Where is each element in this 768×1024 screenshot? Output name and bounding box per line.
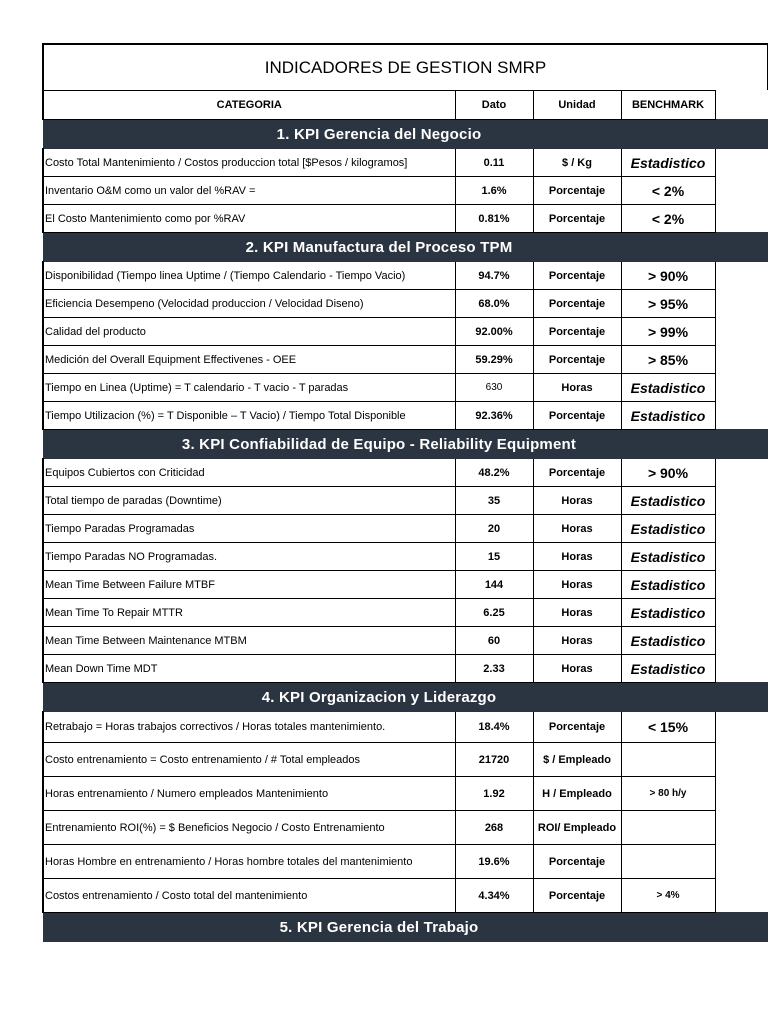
- kpi-value: 19.6%: [455, 845, 533, 879]
- row-spacer: [715, 487, 768, 515]
- kpi-value: 630: [455, 374, 533, 402]
- kpi-category: Horas entrenamiento / Numero empleados Mantenimiento: [43, 777, 455, 811]
- kpi-category: Mean Down Time MDT: [43, 655, 455, 683]
- kpi-row: [43, 290, 768, 318]
- section-header: [43, 120, 768, 149]
- kpi-unit: Horas: [533, 599, 621, 627]
- kpi-category: Retrabajo = Horas trabajos correctivos / Horas totales mantenimiento.: [43, 712, 455, 743]
- kpi-value: 20: [455, 515, 533, 543]
- kpi-category: Costo Total Mantenimiento / Costos produccion total [$Pesos / kilogramos]: [43, 149, 455, 177]
- kpi-unit: Horas: [533, 627, 621, 655]
- section-title: 1. KPI Gerencia del Negocio: [43, 120, 715, 149]
- kpi-unit: Horas: [533, 374, 621, 402]
- kpi-row: [43, 627, 768, 655]
- kpi-row: [43, 487, 768, 515]
- kpi-row: [43, 318, 768, 346]
- kpi-unit: Horas: [533, 487, 621, 515]
- kpi-benchmark: < 15%: [621, 712, 715, 743]
- kpi-unit: Porcentaje: [533, 402, 621, 430]
- kpi-category: Tiempo Utilizacion (%) = T Disponible – T Vacio) / Tiempo Total Disponible: [43, 402, 455, 430]
- kpi-value: 0.81%: [455, 205, 533, 233]
- kpi-unit: Porcentaje: [533, 879, 621, 913]
- kpi-value: 0.11: [455, 149, 533, 177]
- row-spacer: [715, 374, 768, 402]
- kpi-row: [43, 205, 768, 233]
- section-title-extension: [715, 120, 768, 149]
- row-spacer: [715, 879, 768, 913]
- kpi-category: Calidad del producto: [43, 318, 455, 346]
- header-row: [43, 91, 768, 120]
- kpi-row: [43, 743, 768, 777]
- section-header: [43, 430, 768, 459]
- kpi-benchmark: > 95%: [621, 290, 715, 318]
- kpi-row: [43, 599, 768, 627]
- row-spacer: [715, 811, 768, 845]
- kpi-row: [43, 149, 768, 177]
- kpi-value: 6.25: [455, 599, 533, 627]
- kpi-category: Eficiencia Desempeno (Velocidad produccion / Velocidad Diseno): [43, 290, 455, 318]
- kpi-row: [43, 177, 768, 205]
- section-title: 3. KPI Confiabilidad de Equipo - Reliability Equipment: [43, 430, 715, 459]
- row-spacer: [715, 627, 768, 655]
- kpi-value: 144: [455, 571, 533, 599]
- section-header: [43, 913, 768, 942]
- row-spacer: [715, 262, 768, 290]
- kpi-unit: Horas: [533, 515, 621, 543]
- kpi-row: [43, 571, 768, 599]
- kpi-unit: Porcentaje: [533, 205, 621, 233]
- row-spacer: [715, 318, 768, 346]
- kpi-unit: Porcentaje: [533, 346, 621, 374]
- kpi-row: [43, 402, 768, 430]
- kpi-unit: Horas: [533, 543, 621, 571]
- kpi-value: 1.92: [455, 777, 533, 811]
- kpi-benchmark: < 2%: [621, 205, 715, 233]
- kpi-unit: Porcentaje: [533, 712, 621, 743]
- kpi-value: 15: [455, 543, 533, 571]
- kpi-category: Mean Time Between Failure MTBF: [43, 571, 455, 599]
- kpi-benchmark: > 80 h/y: [621, 777, 715, 811]
- row-spacer: [715, 515, 768, 543]
- kpi-benchmark: Estadistico: [621, 487, 715, 515]
- kpi-category: Costo entrenamiento = Costo entrenamiento / # Total empleados: [43, 743, 455, 777]
- kpi-row: [43, 879, 768, 913]
- kpi-row: [43, 777, 768, 811]
- kpi-benchmark: Estadistico: [621, 402, 715, 430]
- section-title: 4. KPI Organizacion y Liderazgo: [43, 683, 715, 712]
- kpi-category: Inventario O&M como un valor del %RAV =: [43, 177, 455, 205]
- kpi-unit: Porcentaje: [533, 459, 621, 487]
- kpi-unit: Porcentaje: [533, 262, 621, 290]
- kpi-value: 1.6%: [455, 177, 533, 205]
- kpi-row: [43, 346, 768, 374]
- row-spacer: [715, 845, 768, 879]
- kpi-value: 35: [455, 487, 533, 515]
- section-title: 5. KPI Gerencia del Trabajo: [43, 913, 715, 942]
- kpi-unit: Horas: [533, 571, 621, 599]
- section-title-extension: [715, 913, 768, 942]
- kpi-unit: Horas: [533, 655, 621, 683]
- row-spacer: [715, 402, 768, 430]
- header-benchmark: BENCHMARK: [621, 91, 715, 120]
- kpi-value: 2.33: [455, 655, 533, 683]
- kpi-unit: $ / Empleado: [533, 743, 621, 777]
- kpi-row: [43, 543, 768, 571]
- kpi-category: Tiempo Paradas Programadas: [43, 515, 455, 543]
- row-spacer: [715, 543, 768, 571]
- kpi-value: 21720: [455, 743, 533, 777]
- header-categoria: CATEGORIA: [43, 91, 455, 120]
- kpi-category: Medición del Overall Equipment Effectivenes - OEE: [43, 346, 455, 374]
- kpi-benchmark: [621, 845, 715, 879]
- kpi-row: [43, 655, 768, 683]
- kpi-benchmark: Estadistico: [621, 627, 715, 655]
- row-spacer: [715, 655, 768, 683]
- kpi-row: [43, 515, 768, 543]
- kpi-category: Equipos Cubiertos con Criticidad: [43, 459, 455, 487]
- kpi-value: 94.7%: [455, 262, 533, 290]
- kpi-benchmark: Estadistico: [621, 599, 715, 627]
- row-spacer: [715, 743, 768, 777]
- kpi-category: Tiempo Paradas NO Programadas.: [43, 543, 455, 571]
- section-header: [43, 683, 768, 712]
- kpi-row: [43, 374, 768, 402]
- kpi-unit: $ / Kg: [533, 149, 621, 177]
- row-spacer: [715, 177, 768, 205]
- kpi-unit: Porcentaje: [533, 845, 621, 879]
- kpi-category: Entrenamiento ROI(%) = $ Beneficios Negocio / Costo Entrenamiento: [43, 811, 455, 845]
- kpi-table: [42, 90, 768, 942]
- kpi-value: 268: [455, 811, 533, 845]
- kpi-benchmark: Estadistico: [621, 655, 715, 683]
- kpi-unit: H / Empleado: [533, 777, 621, 811]
- row-spacer: [715, 149, 768, 177]
- kpi-benchmark: Estadistico: [621, 543, 715, 571]
- row-spacer: [715, 346, 768, 374]
- kpi-value: 18.4%: [455, 712, 533, 743]
- kpi-row: [43, 262, 768, 290]
- section-title-extension: [715, 683, 768, 712]
- kpi-category: El Costo Mantenimiento como por %RAV: [43, 205, 455, 233]
- row-spacer: [715, 459, 768, 487]
- kpi-value: 4.34%: [455, 879, 533, 913]
- kpi-benchmark: > 4%: [621, 879, 715, 913]
- kpi-category: Mean Time Between Maintenance MTBM: [43, 627, 455, 655]
- kpi-value: 48.2%: [455, 459, 533, 487]
- kpi-value: 92.36%: [455, 402, 533, 430]
- kpi-row: [43, 811, 768, 845]
- kpi-value: 60: [455, 627, 533, 655]
- section-title-extension: [715, 430, 768, 459]
- kpi-benchmark: Estadistico: [621, 149, 715, 177]
- kpi-value: 92.00%: [455, 318, 533, 346]
- kpi-benchmark: Estadistico: [621, 374, 715, 402]
- kpi-row: [43, 712, 768, 743]
- kpi-sheet: [42, 43, 768, 942]
- kpi-row: [43, 845, 768, 879]
- kpi-category: Costos entrenamiento / Costo total del mantenimiento: [43, 879, 455, 913]
- section-title: 2. KPI Manufactura del Proceso TPM: [43, 233, 715, 262]
- kpi-body: [43, 120, 768, 942]
- row-spacer: [715, 205, 768, 233]
- kpi-benchmark: Estadistico: [621, 515, 715, 543]
- kpi-category: Tiempo en Linea (Uptime) = T calendario - T vacio - T paradas: [43, 374, 455, 402]
- kpi-unit: ROI/ Empleado: [533, 811, 621, 845]
- kpi-unit: Porcentaje: [533, 318, 621, 346]
- row-spacer: [715, 599, 768, 627]
- kpi-unit: Porcentaje: [533, 177, 621, 205]
- kpi-benchmark: < 2%: [621, 177, 715, 205]
- kpi-unit: Porcentaje: [533, 290, 621, 318]
- kpi-benchmark: > 85%: [621, 346, 715, 374]
- kpi-value: 59.29%: [455, 346, 533, 374]
- header-unidad: Unidad: [533, 91, 621, 120]
- kpi-benchmark: [621, 811, 715, 845]
- row-spacer: [715, 571, 768, 599]
- kpi-benchmark: > 99%: [621, 318, 715, 346]
- section-header: [43, 233, 768, 262]
- header-dato: Dato: [455, 91, 533, 120]
- kpi-benchmark: Estadistico: [621, 571, 715, 599]
- kpi-category: Disponibilidad (Tiempo linea Uptime / (Tiempo Calendario - Tiempo Vacio): [43, 262, 455, 290]
- header-spacer: [715, 91, 768, 120]
- row-spacer: [715, 712, 768, 743]
- kpi-benchmark: [621, 743, 715, 777]
- kpi-benchmark: > 90%: [621, 459, 715, 487]
- kpi-category: Horas Hombre en entrenamiento / Horas hombre totales del mantenimiento: [43, 845, 455, 879]
- kpi-category: Total tiempo de paradas (Downtime): [43, 487, 455, 515]
- kpi-value: 68.0%: [455, 290, 533, 318]
- kpi-row: [43, 459, 768, 487]
- sheet-title: INDICADORES DE GESTION SMRP: [42, 43, 768, 90]
- row-spacer: [715, 290, 768, 318]
- row-spacer: [715, 777, 768, 811]
- section-title-extension: [715, 233, 768, 262]
- kpi-benchmark: > 90%: [621, 262, 715, 290]
- kpi-category: Mean Time To Repair MTTR: [43, 599, 455, 627]
